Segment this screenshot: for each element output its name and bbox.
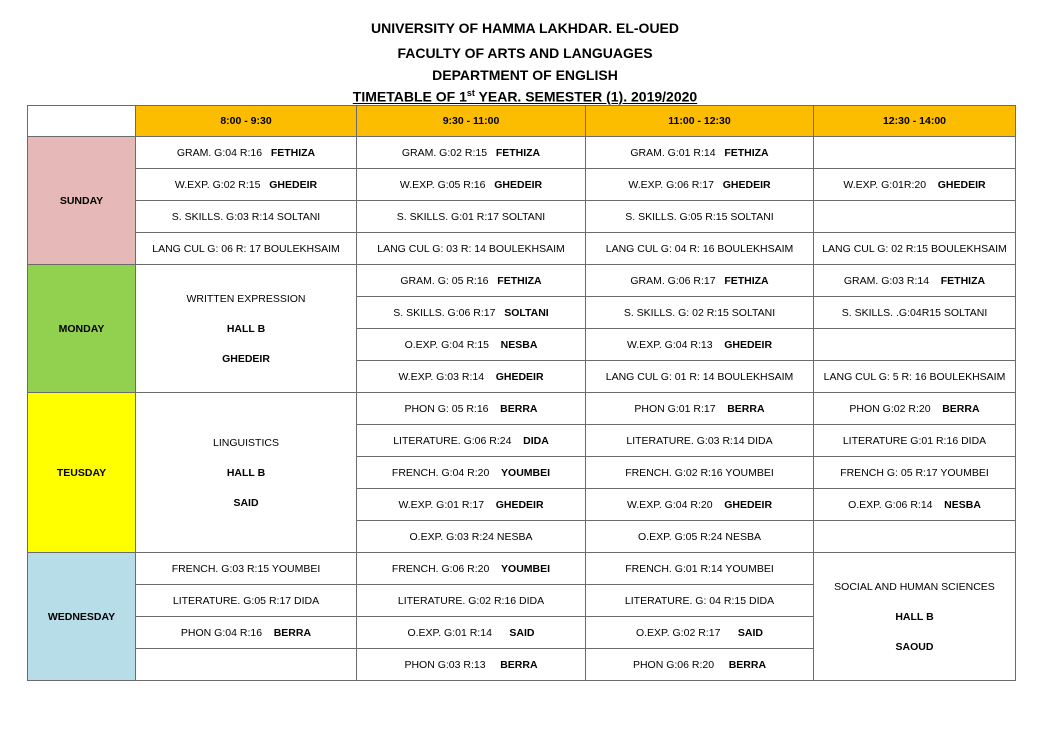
class-cell: LANG CUL G: 01 R: 14 BOULEKHSAIM bbox=[586, 361, 814, 393]
faculty-title: FACULTY OF ARTS AND LANGUAGES bbox=[397, 45, 653, 61]
class-cell: PHON G:01 R:17 BERRA bbox=[586, 393, 814, 425]
class-cell bbox=[814, 137, 1016, 169]
class-cell: S. SKILLS. G:01 R:17 SOLTANI bbox=[357, 201, 586, 233]
day-monday: MONDAY bbox=[28, 265, 136, 393]
class-cell: LANG CUL G: 5 R: 16 BOULEKHSAIM bbox=[814, 361, 1016, 393]
sunday-row-3 bbox=[28, 201, 1016, 233]
class-cell: LANG CUL G: 02 R:15 BOULEKHSAIM bbox=[814, 233, 1016, 265]
class-cell bbox=[814, 329, 1016, 361]
course-teacher: SAID bbox=[233, 496, 259, 509]
class-cell: FRENCH. G:02 R:16 YOUMBEI bbox=[586, 457, 814, 489]
class-cell: W.EXP. G:01 R:17 GHEDEIR bbox=[357, 489, 586, 521]
class-cell: LITERATURE G:01 R:16 DIDA bbox=[814, 425, 1016, 457]
wednesday-row-1 bbox=[28, 553, 1016, 585]
department-title: DEPARTMENT OF ENGLISH bbox=[432, 67, 618, 83]
timetable bbox=[27, 105, 1016, 681]
corner-cell bbox=[28, 106, 136, 137]
course-title: WRITTEN EXPRESSION bbox=[186, 292, 306, 305]
class-cell: W.EXP. G:03 R:14 GHEDEIR bbox=[357, 361, 586, 393]
class-cell: O.EXP. G:01 R:14 SAID bbox=[357, 617, 586, 649]
class-cell: GRAM. G:06 R:17 FETHIZA bbox=[586, 265, 814, 297]
class-cell: LANG CUL G: 06 R: 17 BOULEKHSAIM bbox=[136, 233, 357, 265]
class-cell bbox=[136, 649, 357, 681]
merged-class-cell bbox=[136, 265, 357, 393]
time-slot-3: 11:00 - 12:30 bbox=[586, 106, 814, 137]
class-cell: O.EXP. G:05 R:24 NESBA bbox=[586, 521, 814, 553]
sunday-row-2 bbox=[28, 169, 1016, 201]
day-wednesday: WEDNESDAY bbox=[28, 553, 136, 681]
sunday-row-4 bbox=[28, 233, 1016, 265]
sunday-row-1 bbox=[28, 137, 1016, 169]
class-cell: FRENCH G: 05 R:17 YOUMBEI bbox=[814, 457, 1016, 489]
course-room: HALL B bbox=[226, 322, 266, 335]
class-cell: PHON G:02 R:20 BERRA bbox=[814, 393, 1016, 425]
class-cell: GRAM. G:04 R:16 FETHIZA bbox=[136, 137, 357, 169]
class-cell: W.EXP. G:01R:20 GHEDEIR bbox=[814, 169, 1016, 201]
class-cell: LANG CUL G: 04 R: 16 BOULEKHSAIM bbox=[586, 233, 814, 265]
tuesday-row-1 bbox=[28, 393, 1016, 425]
class-cell: FRENCH. G:06 R:20 YOUMBEI bbox=[357, 553, 586, 585]
class-cell: LITERATURE. G: 04 R:15 DIDA bbox=[586, 585, 814, 617]
class-cell: S. SKILLS. .G:04R15 SOLTANI bbox=[814, 297, 1016, 329]
time-slot-1: 8:00 - 9:30 bbox=[136, 106, 357, 137]
class-cell: W.EXP. G:04 R:20 GHEDEIR bbox=[586, 489, 814, 521]
time-header-row bbox=[28, 106, 1016, 137]
time-slot-2: 9:30 - 11:00 bbox=[357, 106, 586, 137]
class-cell: FRENCH. G:01 R:14 YOUMBEI bbox=[586, 553, 814, 585]
class-cell: W.EXP. G:05 R:16 GHEDEIR bbox=[357, 169, 586, 201]
class-cell: LITERATURE. G:06 R:24 DIDA bbox=[357, 425, 586, 457]
class-cell: S. SKILLS. G:05 R:15 SOLTANI bbox=[586, 201, 814, 233]
university-title: UNIVERSITY OF HAMMA LAKHDAR. EL-OUED bbox=[371, 20, 679, 36]
class-cell: S. SKILLS. G:03 R:14 SOLTANI bbox=[136, 201, 357, 233]
class-cell: GRAM. G:01 R:14 FETHIZA bbox=[586, 137, 814, 169]
class-cell: PHON G: 05 R:16 BERRA bbox=[357, 393, 586, 425]
class-cell: O.EXP. G:06 R:14 NESBA bbox=[814, 489, 1016, 521]
course-title: LINGUISTICS bbox=[213, 436, 279, 449]
class-cell: GRAM. G:02 R:15 FETHIZA bbox=[357, 137, 586, 169]
class-cell: W.EXP. G:06 R:17 GHEDEIR bbox=[586, 169, 814, 201]
class-cell: W.EXP. G:04 R:13 GHEDEIR bbox=[586, 329, 814, 361]
course-teacher: SAOUD bbox=[895, 640, 934, 653]
class-cell: W.EXP. G:02 R:15 GHEDEIR bbox=[136, 169, 357, 201]
class-cell: LANG CUL G: 03 R: 14 BOULEKHSAIM bbox=[357, 233, 586, 265]
class-cell: O.EXP. G:02 R:17 SAID bbox=[586, 617, 814, 649]
merged-class-cell bbox=[136, 393, 357, 553]
class-cell bbox=[814, 201, 1016, 233]
course-room: HALL B bbox=[226, 466, 266, 479]
course-room: HALL B bbox=[895, 610, 934, 623]
class-cell: LITERATURE. G:05 R:17 DIDA bbox=[136, 585, 357, 617]
class-cell: S. SKILLS. G: 02 R:15 SOLTANI bbox=[586, 297, 814, 329]
timetable-title: TIMETABLE OF 1st YEAR. SEMESTER (1). 2019/2020 bbox=[352, 88, 698, 105]
class-cell: FRENCH. G:03 R:15 YOUMBEI bbox=[136, 553, 357, 585]
class-cell: LITERATURE. G:03 R:14 DIDA bbox=[586, 425, 814, 457]
class-cell: S. SKILLS. G:06 R:17 SOLTANI bbox=[357, 297, 586, 329]
class-cell: O.EXP. G:03 R:24 NESBA bbox=[357, 521, 586, 553]
class-cell: GRAM. G:03 R:14 FETHIZA bbox=[814, 265, 1016, 297]
day-tuesday: TEUSDAY bbox=[28, 393, 136, 553]
class-cell: O.EXP. G:04 R:15 NESBA bbox=[357, 329, 586, 361]
class-cell: PHON G:04 R:16 BERRA bbox=[136, 617, 357, 649]
class-cell: PHON G:03 R:13 BERRA bbox=[357, 649, 586, 681]
course-title: SOCIAL AND HUMAN SCIENCES bbox=[834, 580, 995, 593]
class-cell bbox=[814, 521, 1016, 553]
day-sunday: SUNDAY bbox=[28, 137, 136, 265]
class-cell: FRENCH. G:04 R:20 YOUMBEI bbox=[357, 457, 586, 489]
class-cell: GRAM. G: 05 R:16 FETHIZA bbox=[357, 265, 586, 297]
class-cell: PHON G:06 R:20 BERRA bbox=[586, 649, 814, 681]
monday-row-1 bbox=[28, 265, 1016, 297]
time-slot-4: 12:30 - 14:00 bbox=[814, 106, 1016, 137]
class-cell: LITERATURE. G:02 R:16 DIDA bbox=[357, 585, 586, 617]
merged-class-cell bbox=[814, 553, 1016, 681]
course-teacher: GHEDEIR bbox=[222, 352, 270, 365]
